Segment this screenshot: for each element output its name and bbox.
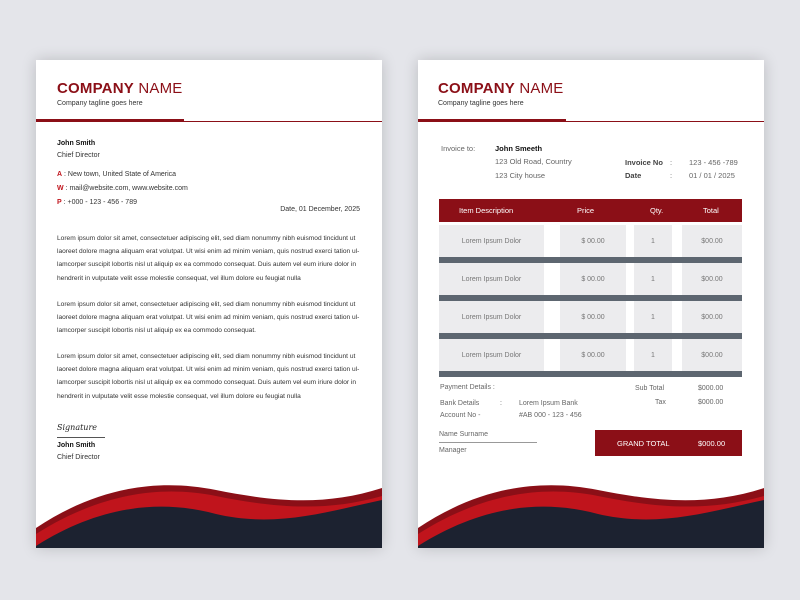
invoice-to-label: Invoice to:	[441, 144, 476, 153]
cell-item: Lorem Ipsum Dolor	[439, 263, 544, 295]
items-table-header	[439, 199, 742, 222]
signature-line	[439, 442, 537, 443]
table-row	[439, 225, 742, 257]
cell-item: Lorem Ipsum Dolor	[439, 225, 544, 257]
signer-name: Name Surname	[439, 431, 489, 438]
header-accent-rule	[418, 119, 566, 122]
company-tagline: Company tagline goes here	[57, 100, 143, 107]
invoice-no-colon: :	[670, 158, 673, 167]
invoice-date-colon: :	[670, 171, 673, 180]
letter-date: Date, 01 December, 2025	[280, 206, 360, 213]
grand-total-value: $000.00	[698, 439, 726, 448]
invoice-no: 123 - 456 -789	[689, 158, 738, 167]
cell-qty: 1	[634, 301, 672, 333]
cell-item: Lorem Ipsum Dolor	[439, 339, 544, 371]
cell-price: $ 00.00	[560, 301, 626, 333]
tax-value: $000.00	[698, 399, 724, 406]
cell-price: $ 00.00	[560, 339, 626, 371]
company-name: COMPANY NAME	[438, 80, 564, 97]
letterhead-page	[36, 60, 382, 548]
table-row	[439, 339, 742, 371]
client-address-1: 123 Old Road, Country	[495, 157, 572, 166]
sender-name: John Smith	[57, 140, 96, 147]
invoice-page	[418, 60, 764, 548]
invoice-date: 01 / 01 / 2025	[689, 171, 735, 180]
paragraph-2: Lorem ipsum dolor sit amet, consectetuer adipiscing elit, sed diam nonummy nibh euismod tincidunt ut laoreet dolore magna aliquam erat volutpat. Ut wisi enim ad minim veniam, quis nostrud exerci tation ul- lamcorper suscipit lobortis nisl ut aliquip ex ea commodo consequat.	[57, 301, 360, 335]
cell-price: $ 00.00	[560, 225, 626, 257]
company-tagline: Company tagline goes here	[438, 100, 524, 107]
cell-qty: 1	[634, 225, 672, 257]
cell-total: $00.00	[682, 225, 742, 257]
cell-qty: 1	[634, 263, 672, 295]
footer-wave	[418, 468, 764, 548]
contact-address: A : New town, United State of America	[57, 171, 177, 178]
col-total: Total	[703, 206, 719, 215]
client-address-2: 123 City house	[495, 171, 546, 180]
invoice-date-label: Date	[625, 171, 642, 180]
signature-line	[57, 437, 105, 438]
client-name: John Smeeth	[495, 144, 543, 153]
contact-phone: P : +000 - 123 - 456 - 789	[57, 199, 137, 206]
bank-details-label: Bank Details	[440, 400, 480, 407]
invoice-no-label: Invoice No	[625, 158, 663, 167]
sub-total-value: $000.00	[698, 385, 724, 392]
signer-title: Manager	[439, 447, 467, 454]
cell-price: $ 00.00	[560, 263, 626, 295]
bank-details-colon: :	[500, 400, 502, 407]
footer-wave	[36, 468, 382, 548]
col-price: Price	[577, 206, 595, 215]
table-row	[439, 301, 742, 333]
row-separator	[439, 371, 742, 377]
cell-qty: 1	[634, 339, 672, 371]
paragraph-1: Lorem ipsum dolor sit amet, consectetuer adipiscing elit, sed diam nonummy nibh euismod tincidunt ut laoreet dolore magna aliquam erat volutpat. Ut wisi enim ad minim veniam, quis nostrud exerci tation ul- lamcorper suscipit lobortis nisl ut aliquip ex ea commodo consequat. Duis autem vel eum iriure dolor in hendrerit in vulputate velit esse molestie consequat, vel illum dolore eu feugiat nulla	[57, 235, 360, 282]
account-no-label: Account No -	[440, 412, 481, 419]
account-no-value: #AB 000 - 123 - 456	[519, 412, 582, 419]
signer-title: Chief Director	[57, 454, 100, 461]
signer-name: John Smith	[57, 442, 96, 449]
payment-details-label: Payment Details :	[440, 384, 495, 391]
cell-total: $00.00	[682, 301, 742, 333]
cell-total: $00.00	[682, 263, 742, 295]
col-qty: Qty.	[650, 206, 664, 215]
bank-details-value: Lorem Ipsum Bank	[519, 400, 578, 407]
table-row	[439, 263, 742, 295]
sender-title: Chief Director	[57, 152, 100, 159]
col-item-description: Item Description	[459, 206, 514, 215]
grand-total-box	[595, 430, 742, 456]
paragraph-3: Lorem ipsum dolor sit amet, consectetuer adipiscing elit, sed diam nonummy nibh euismod tincidunt ut laoreet dolore magna aliquam erat volutpat. Ut wisi enim ad minim veniam, quis nostrud exerci tation ul- lamcorper suscipit lobortis nisl ut aliquip ex ea commodo consequat. Duis autem vel eum iriure dolor in hendrerit in vulputate velit esse molestie consequat, vel illum dolore eu feugiat nulla	[57, 353, 360, 400]
company-name: COMPANY NAME	[57, 80, 183, 97]
tax-label: Tax	[655, 399, 666, 406]
cell-item: Lorem Ipsum Dolor	[439, 301, 544, 333]
sub-total-label: Sub Total	[635, 385, 665, 392]
header-accent-rule	[36, 119, 184, 122]
signature-mark: Signature	[57, 423, 98, 432]
contact-web: W : mail@website.com, www.website.com	[57, 185, 188, 192]
cell-total: $00.00	[682, 339, 742, 371]
grand-total-label: GRAND TOTAL	[617, 439, 670, 448]
